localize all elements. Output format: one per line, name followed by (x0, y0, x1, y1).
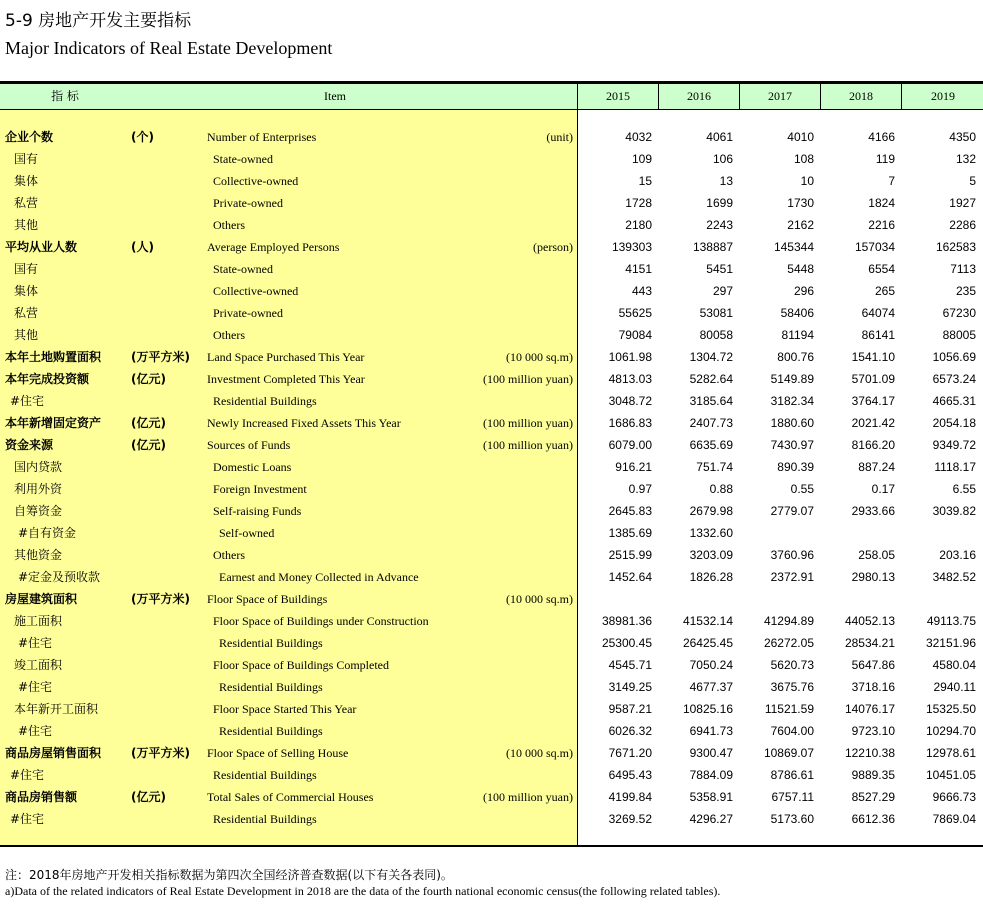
row-label-en: Others (213, 328, 245, 342)
table-row (0, 324, 983, 346)
cell-2015: 1385.69 (608, 526, 652, 540)
cell-2018: 4166 (868, 130, 895, 144)
row-label-zh: 竣工面积 (14, 658, 63, 672)
row-label-zh: 国内贷款 (14, 460, 63, 474)
cell-2015: 2645.83 (608, 504, 652, 518)
cell-2016: 0.88 (709, 482, 733, 496)
cell-2019: 32151.96 (925, 636, 976, 650)
table-row (0, 786, 983, 808)
cell-2019: 7869.04 (932, 812, 976, 826)
column-divider (901, 84, 902, 109)
row-unit-zh: (万平方米) (131, 592, 190, 606)
table-row (0, 544, 983, 566)
cell-2015: 139303 (611, 240, 652, 254)
cell-2015: 7671.20 (608, 746, 652, 760)
cell-2016: 6635.69 (689, 438, 733, 452)
cell-2017: 3760.96 (770, 548, 814, 562)
cell-2016: 106 (712, 152, 733, 166)
table-row (0, 764, 983, 786)
cell-2017: 1880.60 (770, 416, 814, 430)
cell-2019: 15325.50 (925, 702, 976, 716)
cell-2017: 2779.07 (770, 504, 814, 518)
cell-2016: 7884.09 (689, 768, 733, 782)
row-label-zh: 企业个数 (5, 130, 54, 144)
cell-2016: 26425.45 (682, 636, 733, 650)
table-row (0, 654, 983, 676)
table-row (0, 742, 983, 764)
header-year-1: 2016 (658, 84, 739, 109)
table-row (0, 632, 983, 654)
cell-2015: 9587.21 (608, 702, 652, 716)
cell-2018: 119 (875, 152, 895, 166)
table-row (0, 676, 983, 698)
cell-2019: 2054.18 (932, 416, 976, 430)
row-label-en: Residential Buildings (219, 636, 323, 650)
header-year-3: 2018 (820, 84, 901, 109)
cell-2019: 5 (969, 174, 976, 188)
cell-2019: 6573.24 (932, 372, 976, 386)
column-divider (577, 84, 578, 845)
column-divider (658, 84, 659, 109)
row-label-zh: 国有 (14, 262, 39, 276)
header-year-0: 2015 (577, 84, 658, 109)
table-row (0, 126, 983, 148)
cell-2018: 5701.09 (851, 372, 895, 386)
row-label-en: Total Sales of Commercial Houses (207, 790, 374, 804)
row-label-en: Land Space Purchased This Year (207, 350, 365, 364)
cell-2015: 2180 (625, 218, 652, 232)
row-unit-zh: (亿元) (131, 438, 166, 452)
cell-2018: 2933.66 (851, 504, 895, 518)
row-label-en: Floor Space of Buildings (207, 592, 328, 606)
table-row (0, 170, 983, 192)
cell-2017: 2162 (787, 218, 814, 232)
cell-2016: 6941.73 (689, 724, 733, 738)
cell-2019: 3482.52 (932, 570, 976, 584)
cell-2015: 1452.64 (608, 570, 652, 584)
cell-2015: 3048.72 (608, 394, 652, 408)
table-row (0, 390, 983, 412)
cell-2018: 6554 (868, 262, 895, 276)
row-label-zh: 私营 (14, 196, 39, 210)
cell-2017: 10869.07 (763, 746, 814, 760)
cell-2016: 1304.72 (689, 350, 733, 364)
header-year-2: 2017 (739, 84, 820, 109)
cell-2019: 1056.69 (932, 350, 976, 364)
row-label-zh: 国有 (14, 152, 39, 166)
table-row (0, 302, 983, 324)
row-label-en: State-owned (213, 152, 273, 166)
cell-2015: 1686.83 (608, 416, 652, 430)
row-unit-zh: (个) (131, 130, 154, 144)
cell-2019: 4350 (949, 130, 976, 144)
row-label-zh: #住宅 (10, 394, 45, 408)
row-label-en: Earnest and Money Collected in Advance (219, 570, 419, 584)
cell-2015: 443 (631, 284, 652, 298)
row-label-zh: 本年新开工面积 (14, 702, 99, 716)
cell-2015: 3269.52 (608, 812, 652, 826)
page-title-en: Major Indicators of Real Estate Development (5, 38, 333, 58)
cell-2016: 9300.47 (689, 746, 733, 760)
row-label-zh: 资金来源 (5, 438, 54, 452)
row-label-en: Others (213, 548, 245, 562)
cell-2016: 41532.14 (682, 614, 733, 628)
table-row (0, 412, 983, 434)
cell-2016: 13 (719, 174, 733, 188)
cell-2016: 138887 (692, 240, 733, 254)
row-label-en: Residential Buildings (219, 724, 323, 738)
row-unit-zh: (亿元) (131, 416, 166, 430)
table-row (0, 808, 983, 830)
header-bottom-rule (0, 109, 983, 110)
row-label-en: Floor Space of Buildings Completed (213, 658, 389, 672)
table-bottom-rule (0, 845, 983, 847)
cell-2019: 6.55 (952, 482, 976, 496)
cell-2019: 2286 (949, 218, 976, 232)
table-row (0, 478, 983, 500)
row-label-zh: 本年完成投资额 (5, 372, 90, 386)
cell-2018: 8527.29 (851, 790, 895, 804)
row-label-zh: 利用外资 (14, 482, 63, 496)
cell-2016: 4061 (706, 130, 733, 144)
cell-2018: 12210.38 (844, 746, 895, 760)
cell-2017: 5149.89 (770, 372, 814, 386)
cell-2017: 6757.11 (771, 790, 814, 804)
cell-2017: 890.39 (777, 460, 814, 474)
row-label-zh: 施工面积 (14, 614, 63, 628)
header-year-4: 2019 (901, 84, 983, 109)
cell-2015: 6079.00 (608, 438, 652, 452)
row-unit-en: (10 000 sq.m) (506, 746, 573, 760)
cell-2016: 7050.24 (689, 658, 733, 672)
cell-2016: 80058 (699, 328, 733, 342)
table-row (0, 720, 983, 742)
row-label-zh: #定金及预收款 (18, 570, 101, 584)
cell-2019: 12978.61 (925, 746, 976, 760)
row-unit-zh: (万平方米) (131, 350, 190, 364)
table-row (0, 500, 983, 522)
row-unit-en: (100 million yuan) (483, 416, 573, 430)
cell-2016: 1826.28 (689, 570, 733, 584)
row-label-en: Number of Enterprises (207, 130, 317, 144)
row-label-zh: #住宅 (18, 636, 53, 650)
table-row (0, 236, 983, 258)
row-label-en: Residential Buildings (213, 812, 317, 826)
cell-2015: 4545.71 (608, 658, 652, 672)
cell-2018: 8166.20 (851, 438, 895, 452)
header-item-en: Item (324, 89, 346, 103)
row-label-zh: 其他资金 (14, 548, 63, 562)
cell-2019: 162583 (935, 240, 976, 254)
cell-2019: 4580.04 (932, 658, 976, 672)
cell-2016: 5358.91 (689, 790, 733, 804)
table-row (0, 368, 983, 390)
row-label-en: Foreign Investment (213, 482, 307, 496)
cell-2017: 0.55 (790, 482, 814, 496)
row-unit-zh: (亿元) (131, 372, 166, 386)
table-row (0, 588, 983, 610)
table-row (0, 258, 983, 280)
row-label-en: Residential Buildings (219, 680, 323, 694)
cell-2018: 9889.35 (851, 768, 895, 782)
cell-2019: 67230 (942, 306, 976, 320)
cell-2015: 25300.45 (601, 636, 652, 650)
cell-2016: 3203.09 (689, 548, 733, 562)
row-label-zh: 集体 (14, 174, 39, 188)
table-row (0, 566, 983, 588)
page-title-zh: 5-9 房地产开发主要指标 (5, 11, 192, 31)
row-label-en: Floor Space of Selling House (207, 746, 349, 760)
row-label-zh: #住宅 (18, 680, 53, 694)
row-label-en: Self-raising Funds (213, 504, 302, 518)
row-label-en: Average Employed Persons (207, 240, 340, 254)
row-unit-en: (person) (533, 240, 573, 254)
cell-2018: 3718.16 (851, 680, 895, 694)
cell-2015: 4813.03 (608, 372, 652, 386)
column-divider (820, 84, 821, 109)
cell-2017: 7604.00 (770, 724, 814, 738)
row-label-zh: #住宅 (10, 812, 45, 826)
row-unit-en: (100 million yuan) (483, 372, 573, 386)
cell-2017: 3675.76 (770, 680, 814, 694)
row-unit-en: (unit) (546, 130, 573, 144)
cell-2018: 28534.21 (844, 636, 895, 650)
cell-2018: 1541.10 (851, 350, 895, 364)
row-label-zh: 房屋建筑面积 (5, 592, 78, 606)
cell-2019: 9349.72 (932, 438, 976, 452)
row-unit-en: (100 million yuan) (483, 790, 573, 804)
cell-2018: 64074 (861, 306, 895, 320)
cell-2019: 49113.75 (926, 614, 976, 628)
row-label-en: Private-owned (213, 196, 283, 210)
cell-2016: 2243 (706, 218, 733, 232)
cell-2015: 15 (638, 174, 652, 188)
note-zh: 注：2018年房地产开发相关指标数据为第四次全国经济普查数据(以下有关各表同)。 (5, 868, 453, 882)
row-label-zh: 本年新增固定资产 (5, 416, 102, 430)
cell-2017: 2372.91 (770, 570, 814, 584)
row-label-en: Residential Buildings (213, 394, 317, 408)
cell-2018: 265 (874, 284, 895, 298)
cell-2017: 800.76 (777, 350, 814, 364)
cell-2017: 4010 (787, 130, 814, 144)
cell-2019: 10294.70 (925, 724, 976, 738)
row-label-en: Floor Space of Buildings under Construction (213, 614, 429, 628)
cell-2016: 297 (712, 284, 733, 298)
cell-2016: 3185.64 (689, 394, 733, 408)
cell-2015: 6026.32 (608, 724, 652, 738)
row-label-zh: #住宅 (18, 724, 53, 738)
row-label-en: Self-owned (219, 526, 275, 540)
cell-2015: 2515.99 (608, 548, 652, 562)
cell-2018: 44052.13 (844, 614, 895, 628)
cell-2017: 5620.73 (770, 658, 814, 672)
row-unit-zh: (万平方米) (131, 746, 190, 760)
cell-2015: 0.97 (628, 482, 652, 496)
row-label-zh: 其他 (14, 218, 39, 232)
cell-2019: 203.16 (939, 548, 976, 562)
cell-2018: 0.17 (871, 482, 895, 496)
column-divider (739, 84, 740, 109)
cell-2017: 3182.34 (770, 394, 814, 408)
row-label-en: Private-owned (213, 306, 283, 320)
cell-2015: 4151 (625, 262, 652, 276)
row-label-en: Collective-owned (213, 284, 299, 298)
table-row (0, 610, 983, 632)
cell-2018: 5647.86 (851, 658, 895, 672)
cell-2018: 9723.10 (851, 724, 895, 738)
cell-2016: 1699 (706, 196, 733, 210)
cell-2017: 296 (793, 284, 814, 298)
row-unit-zh: (亿元) (131, 790, 166, 804)
cell-2019: 235 (955, 284, 976, 298)
cell-2018: 86141 (861, 328, 895, 342)
cell-2017: 58406 (780, 306, 814, 320)
cell-2018: 258.05 (858, 548, 895, 562)
cell-2017: 81194 (781, 328, 814, 342)
table-row (0, 280, 983, 302)
cell-2016: 53081 (699, 306, 733, 320)
table-row (0, 456, 983, 478)
cell-2017: 7430.97 (770, 438, 814, 452)
cell-2018: 2980.13 (851, 570, 895, 584)
cell-2016: 5451 (706, 262, 733, 276)
cell-2018: 1824 (868, 196, 895, 210)
cell-2016: 2407.73 (689, 416, 733, 430)
cell-2019: 1927 (949, 196, 976, 210)
row-label-zh: 商品房销售额 (5, 790, 78, 804)
cell-2017: 10 (800, 174, 814, 188)
cell-2019: 2940.11 (933, 680, 976, 694)
row-label-en: Domestic Loans (213, 460, 292, 474)
cell-2018: 2216 (868, 218, 895, 232)
cell-2018: 2021.42 (851, 416, 895, 430)
table-row (0, 192, 983, 214)
cell-2018: 157034 (854, 240, 895, 254)
cell-2018: 6612.36 (851, 812, 895, 826)
cell-2015: 6495.43 (608, 768, 652, 782)
row-label-en: Newly Increased Fixed Assets This Year (207, 416, 401, 430)
row-unit-en: (10 000 sq.m) (506, 350, 573, 364)
cell-2015: 4199.84 (608, 790, 652, 804)
cell-2016: 751.74 (696, 460, 733, 474)
cell-2019: 9666.73 (932, 790, 976, 804)
cell-2019: 7113 (950, 262, 976, 276)
row-label-en: Residential Buildings (213, 768, 317, 782)
row-unit-en: (10 000 sq.m) (506, 592, 573, 606)
row-label-zh: 商品房屋销售面积 (5, 746, 102, 760)
row-label-en: Others (213, 218, 245, 232)
row-label-zh: 其他 (14, 328, 39, 342)
cell-2015: 4032 (625, 130, 652, 144)
cell-2015: 3149.25 (608, 680, 652, 694)
cell-2018: 3764.17 (851, 394, 895, 408)
cell-2016: 4296.27 (689, 812, 733, 826)
cell-2019: 1118.17 (934, 460, 976, 474)
cell-2016: 2679.98 (689, 504, 733, 518)
cell-2019: 3039.82 (932, 504, 976, 518)
cell-2019: 88005 (942, 328, 976, 342)
table-row (0, 214, 983, 236)
row-label-zh: 集体 (14, 284, 39, 298)
cell-2016: 4677.37 (689, 680, 733, 694)
row-label-zh: #住宅 (10, 768, 45, 782)
cell-2018: 14076.17 (844, 702, 895, 716)
cell-2017: 8786.61 (770, 768, 814, 782)
cell-2015: 1728 (625, 196, 652, 210)
row-label-en: Floor Space Started This Year (213, 702, 357, 716)
row-unit-en: (100 million yuan) (483, 438, 573, 452)
cell-2017: 145344 (773, 240, 814, 254)
cell-2016: 5282.64 (689, 372, 733, 386)
cell-2017: 11521.59 (764, 702, 814, 716)
table-row (0, 434, 983, 456)
header-item-zh: 指 标 (51, 89, 79, 103)
cell-2017: 41294.89 (763, 614, 814, 628)
note-en: a)Data of the related indicators of Real Estate Development in 2018 are the data of the fourth national economic census(the following related tables). (5, 884, 721, 898)
cell-2015: 79084 (618, 328, 652, 342)
cell-2017: 5173.60 (770, 812, 814, 826)
table-row (0, 522, 983, 544)
cell-2017: 26272.05 (763, 636, 814, 650)
cell-2016: 1332.60 (689, 526, 733, 540)
cell-2017: 108 (793, 152, 814, 166)
row-label-zh: 自筹资金 (14, 504, 63, 518)
cell-2015: 1061.98 (608, 350, 652, 364)
table-row (0, 148, 983, 170)
cell-2015: 38981.36 (601, 614, 652, 628)
row-label-zh: 私营 (14, 306, 39, 320)
cell-2019: 4665.31 (932, 394, 976, 408)
row-label-en: Sources of Funds (207, 438, 291, 452)
cell-2016: 10825.16 (682, 702, 733, 716)
row-unit-zh: (人) (131, 240, 154, 254)
cell-2015: 55625 (618, 306, 652, 320)
row-label-en: State-owned (213, 262, 273, 276)
row-label-zh: 本年土地购置面积 (5, 350, 102, 364)
cell-2019: 10451.05 (925, 768, 976, 782)
cell-2017: 1730 (787, 196, 814, 210)
row-label-en: Collective-owned (213, 174, 299, 188)
row-label-zh: #自有资金 (18, 526, 77, 540)
cell-2015: 916.21 (615, 460, 652, 474)
cell-2018: 7 (888, 174, 895, 188)
cell-2015: 109 (631, 152, 652, 166)
cell-2018: 887.24 (858, 460, 895, 474)
table-row (0, 698, 983, 720)
cell-2017: 5448 (787, 262, 814, 276)
row-label-zh: 平均从业人数 (5, 240, 78, 254)
row-label-en: Investment Completed This Year (207, 372, 365, 386)
table-row (0, 346, 983, 368)
cell-2019: 132 (955, 152, 976, 166)
